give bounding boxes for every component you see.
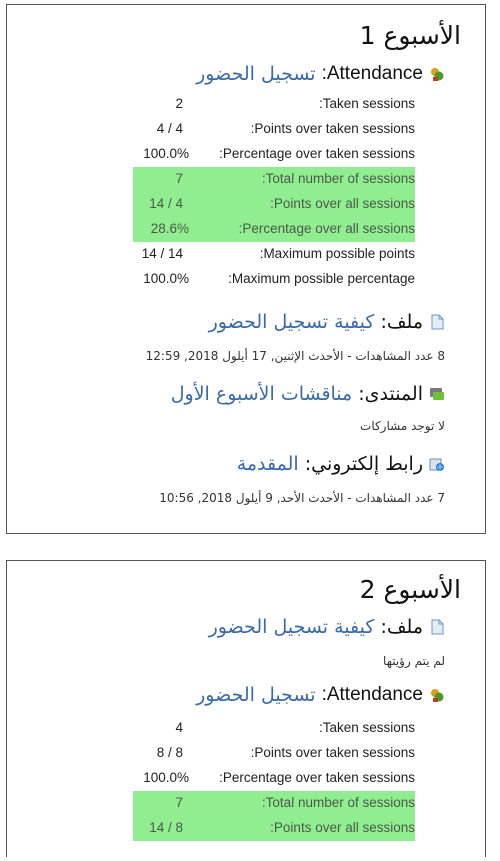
attendance-icon bbox=[429, 687, 445, 703]
week-1-attendance-activity bbox=[196, 63, 445, 85]
stat-label: :Total number of sessions bbox=[261, 171, 415, 186]
file-link[interactable]: كيفية تسجيل الحضور bbox=[208, 311, 375, 333]
attendance-stat-row bbox=[133, 192, 415, 217]
attendance-stat-row bbox=[133, 242, 415, 267]
stat-label: :Total number of sessions bbox=[261, 795, 415, 810]
stat-label: :Maximum possible points bbox=[259, 246, 415, 261]
url-link[interactable]: المقدمة bbox=[236, 453, 299, 475]
attendance-type-label: Attendance: bbox=[321, 684, 423, 705]
week-2-title: الأسبوع 2 bbox=[359, 575, 461, 604]
stat-value: 14 / 14 bbox=[141, 246, 183, 261]
stat-label: :Taken sessions bbox=[318, 96, 415, 111]
week-2-section bbox=[6, 560, 486, 857]
url-view-info: 7 عدد المشاهدات - الأحدث الأحد, 9 أيلول 2018, 10:56 bbox=[159, 491, 445, 505]
attendance-stat-row bbox=[133, 766, 415, 791]
stat-label: :Points over all sessions bbox=[270, 196, 415, 211]
file-icon bbox=[429, 619, 445, 635]
file-view-info: لم يتم رؤيتها bbox=[383, 654, 445, 668]
file-link[interactable]: كيفية تسجيل الحضور bbox=[208, 616, 375, 638]
attendance-stat-row bbox=[133, 217, 415, 242]
stat-label: :Points over taken sessions bbox=[250, 745, 415, 760]
attendance-stat-row bbox=[133, 117, 415, 142]
stat-label: :Percentage over all sessions bbox=[238, 221, 415, 236]
attendance-stat-row bbox=[133, 167, 415, 192]
stat-value: 28.6% bbox=[150, 221, 189, 236]
week-1-forum-activity bbox=[171, 383, 445, 405]
forum-link[interactable]: مناقشات الأسبوع الأول bbox=[170, 383, 353, 405]
stat-value: 8 / 8 bbox=[156, 745, 183, 760]
stat-value: 7 bbox=[175, 795, 183, 810]
stat-value: 100.0% bbox=[143, 770, 189, 785]
stat-label: :Taken sessions bbox=[318, 720, 415, 735]
attendance-icon bbox=[429, 66, 445, 82]
stat-label: :Points over taken sessions bbox=[250, 121, 415, 136]
forum-type-label: المنتدى: bbox=[358, 383, 423, 405]
file-icon bbox=[429, 314, 445, 330]
stat-label: :Percentage over taken sessions bbox=[219, 146, 415, 161]
stat-value: 100.0% bbox=[143, 271, 189, 286]
week-1-url-activity bbox=[237, 453, 445, 475]
stat-value: 14 / 8 bbox=[149, 820, 183, 835]
file-view-info: 8 عدد المشاهدات - الأحدث الإثنين, 17 أيلول 2018, 12:59 bbox=[145, 349, 445, 363]
attendance-stat-row bbox=[133, 791, 415, 816]
attendance-stat-row bbox=[133, 716, 415, 741]
attendance-stat-row bbox=[133, 267, 415, 292]
week-1-section bbox=[6, 4, 486, 534]
week-2-attendance-activity bbox=[196, 684, 445, 706]
week-1-title: الأسبوع 1 bbox=[359, 21, 461, 50]
stat-value: 4 bbox=[175, 720, 183, 735]
stat-value: 4 / 4 bbox=[156, 121, 183, 136]
stat-label: :Points over all sessions bbox=[270, 820, 415, 835]
attendance-link[interactable]: تسجيل الحضور bbox=[196, 63, 316, 85]
forum-post-info: لا توجد مشاركات bbox=[360, 419, 445, 433]
attendance-stat-row bbox=[133, 92, 415, 117]
stat-value: 7 bbox=[175, 171, 183, 186]
attendance-type-label: Attendance: bbox=[321, 63, 423, 84]
url-type-label: رابط إلكتروني: bbox=[304, 453, 423, 475]
stat-value: 2 bbox=[175, 96, 183, 111]
file-type-label: ملف: bbox=[380, 616, 423, 638]
stat-value: 100.0% bbox=[143, 146, 189, 161]
stat-value: 14 / 4 bbox=[149, 196, 183, 211]
attendance-stat-row bbox=[133, 816, 415, 841]
url-globe-icon bbox=[429, 456, 445, 472]
attendance-stat-row bbox=[133, 142, 415, 167]
week-2-file-activity bbox=[209, 616, 445, 638]
attendance-link[interactable]: تسجيل الحضور bbox=[196, 684, 316, 706]
week-1-file-activity bbox=[209, 311, 445, 333]
stat-label: :Maximum possible percentage bbox=[228, 271, 415, 286]
forum-icon bbox=[429, 386, 445, 402]
attendance-stat-row bbox=[133, 741, 415, 766]
stat-label: :Percentage over taken sessions bbox=[219, 770, 415, 785]
file-type-label: ملف: bbox=[380, 311, 423, 333]
